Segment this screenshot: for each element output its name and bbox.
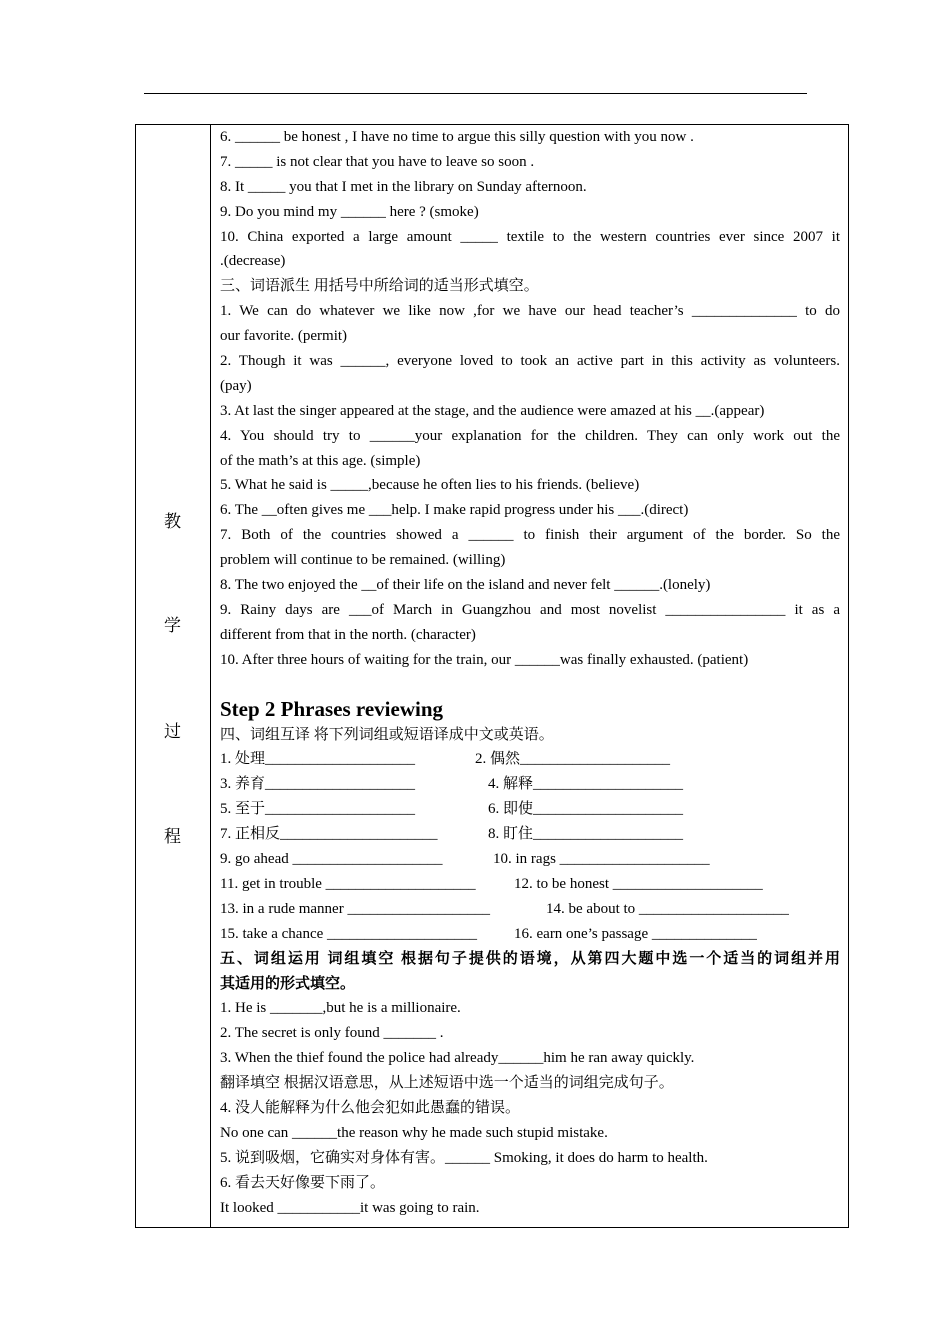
- exercise-line: 2. Though it was ______, everyone loved to took an active part in this activity as volunteers.: [220, 353, 840, 370]
- exercise-line: 6. The __often gives me ___help. I make rapid progress under his ___.(direct): [220, 502, 689, 519]
- phrase-item: 16. earn one’s passage ______________: [514, 925, 757, 942]
- phrase-row: [220, 922, 840, 947]
- exercise-line: 5. What he said is _____,because he often lies to his friends. (believe): [220, 477, 640, 494]
- exercise-line: 9. Do you mind my ______ here ? (smoke): [220, 203, 479, 220]
- phrase-row: [220, 772, 840, 797]
- exercise-line: 1. He is _______,but he is a millionaire.: [220, 1000, 461, 1017]
- phrase-item: 7. 正相反_____________________: [220, 826, 438, 843]
- exercise-line: different from that in the north. (character): [220, 626, 476, 643]
- phrase-row: [220, 747, 840, 772]
- phrase-item: 6. 即使____________________: [488, 801, 684, 818]
- exercise-line: 7. _____ is not clear that you have to leave so soon .: [220, 153, 535, 170]
- phrase-row: [220, 872, 840, 897]
- section-heading-3: 三、词语派生 用括号中所给词的适当形式填空。: [220, 278, 539, 295]
- exercise-line: 2. The secret is only found _______ .: [220, 1025, 444, 1042]
- exercise-line: .(decrease): [220, 253, 286, 270]
- label-jiao: 教: [164, 512, 181, 531]
- section-heading-4: 四、词组互译 将下列词组或短语译成中文或英语。: [220, 726, 554, 743]
- section-heading-5-cont: 其适用的形式填空。: [220, 975, 356, 992]
- phrase-row: [220, 797, 840, 822]
- phrase-item: 1. 处理____________________: [220, 751, 416, 768]
- exercise-line: 3. When the thief found the police had already______him he ran away quickly.: [220, 1050, 695, 1067]
- label-cheng: 程: [164, 827, 181, 846]
- exercise-line: 5. 说到吸烟，它确实对身体有害。______ Smoking, it does do harm to health.: [220, 1149, 708, 1166]
- step2-heading: Step 2 Phrases reviewing: [220, 696, 444, 721]
- exercise-line: problem will continue to be remained. (willing): [220, 552, 506, 569]
- phrase-row: [220, 897, 840, 922]
- label-guo: 过: [164, 722, 181, 741]
- exercise-line: 8. It _____ you that I met in the library on Sunday afternoon.: [220, 178, 587, 195]
- phrase-item: 15. take a chance ____________________: [220, 925, 478, 942]
- phrase-row: [220, 847, 840, 872]
- exercise-line: 9. Rainy days are ___of March in Guangzhou and most novelist ________________ it as a: [220, 601, 840, 618]
- exercise-line: 6. ______ be honest , I have no time to argue this silly question with you now .: [220, 129, 694, 145]
- exercise-line: our favorite. (permit): [220, 328, 348, 345]
- header-rule: [144, 93, 807, 94]
- exercise-line: 10. After three hours of waiting for the train, our ______was finally exhausted. (patient): [220, 651, 749, 668]
- exercise-line: (pay): [220, 377, 252, 394]
- exercise-line: It looked ___________it was going to rain.: [220, 1199, 480, 1216]
- exercise-line: 7. Both of the countries showed a ______ to finish their argument of the border. So the: [220, 527, 840, 544]
- phrase-item: 13. in a rude manner ___________________: [220, 900, 490, 917]
- phrase-item: 12. to be honest ____________________: [514, 875, 763, 892]
- phrase-item: 9. go ahead ____________________: [220, 851, 443, 868]
- phrase-item: 2. 偶然____________________: [475, 751, 671, 768]
- exercise-line: 4. 没人能解释为什么他会犯如此愚蠢的错误。: [220, 1099, 521, 1116]
- exercise-line: 1. We can do whatever we like now ,for we have our head teacher’s ______________ to do: [220, 303, 840, 320]
- label-xue: 学: [164, 616, 181, 635]
- translation-heading: 翻译填空 根据汉语意思，从上述短语中选一个适当的词组完成句子。: [220, 1075, 674, 1092]
- section-heading-5: 五、词组运用 词组填空 根据句子提供的语境，从第四大题中选一个适当的词组并用: [220, 950, 840, 967]
- phrase-item: 5. 至于____________________: [220, 801, 416, 818]
- phrase-item: 11. get in trouble ____________________: [220, 875, 476, 892]
- phrase-item: 8. 盯住____________________: [488, 826, 684, 843]
- exercise-line: 6. 看去天好像要下雨了。: [220, 1174, 386, 1191]
- phrase-item: 4. 解释____________________: [488, 776, 684, 793]
- exercise-line: 3. At last the singer appeared at the stage, and the audience were amazed at his __.(appear): [220, 402, 765, 419]
- exercise-line: 8. The two enjoyed the __of their life on the island and never felt ______.(lonely): [220, 577, 711, 594]
- exercise-line: No one can ______the reason why he made such stupid mistake.: [220, 1124, 608, 1141]
- exercise-line: 4. You should try to ______your explanation for the children. They can only work out the: [220, 427, 840, 444]
- phrase-row: [220, 822, 840, 847]
- phrase-item: 14. be about to ____________________: [546, 900, 789, 917]
- exercise-content: [220, 125, 840, 1220]
- phrase-item: 10. in rags ____________________: [493, 851, 710, 868]
- phrase-item: 3. 养育____________________: [220, 776, 416, 793]
- exercise-line: of the math’s at this age. (simple): [220, 452, 421, 469]
- exercise-line: 10. China exported a large amount _____ textile to the western countries ever since 2007 it: [220, 228, 840, 245]
- column-divider: [210, 124, 211, 1228]
